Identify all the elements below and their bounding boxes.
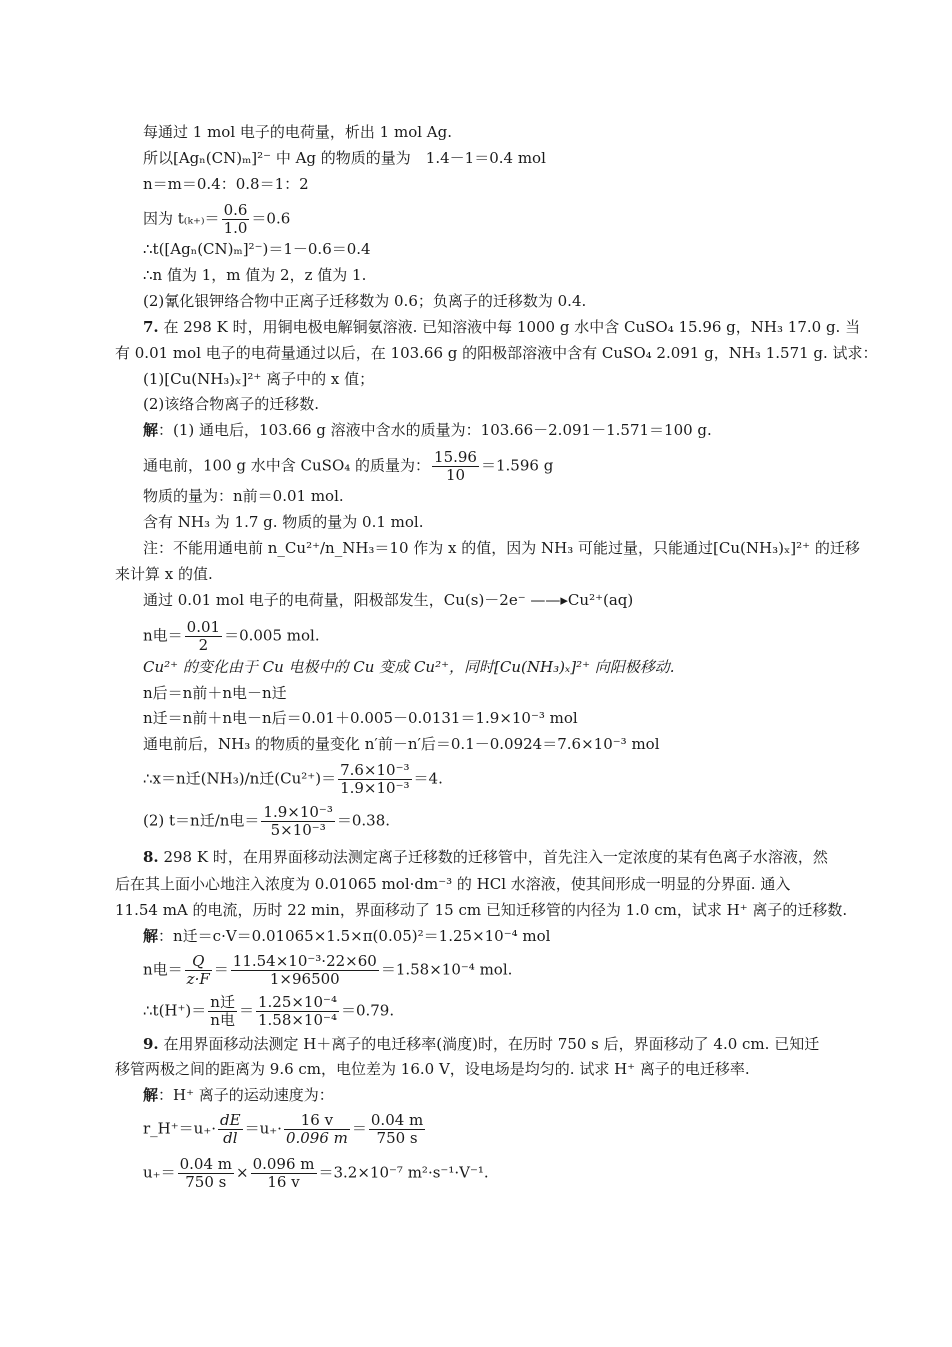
equation-text: ∴t(H⁺)＝	[143, 1001, 207, 1020]
fraction	[432, 450, 479, 483]
fraction-numerator: 0.01	[186, 618, 221, 636]
fraction-numerator: 1.9×10⁻³	[263, 803, 333, 821]
question-line: 移管两极之间的距离为 9.6 cm，电位差为 16.0 V，设电场是均匀的. 试求 H⁺ 离子的电迁移率.	[115, 1060, 750, 1078]
equation-text: ＝1.596 g	[480, 456, 554, 475]
equation-text: ＝3.2×10⁻⁷ m²·s⁻¹·V⁻¹.	[318, 1163, 489, 1182]
fraction	[185, 620, 222, 653]
fraction-denominator: 2	[198, 636, 209, 654]
equation-text: ∴x＝n迁(NH₃)/n迁(Cu²⁺)＝	[143, 769, 337, 788]
equation-text: r_H⁺＝u₊·	[143, 1119, 217, 1138]
fraction	[185, 954, 212, 987]
solution-label: 解	[143, 1086, 159, 1104]
solution-text: ：n迁＝c·V＝0.01065×1.5×π(0.05)²＝1.25×10⁻⁴ mol	[158, 927, 551, 945]
solution-label: 解	[143, 421, 159, 439]
equation-text: ＝1.58×10⁻⁴ mol.	[380, 960, 513, 979]
question-line: 有 0.01 mol 电子的电荷量通过以后，在 103.66 g 的阳极部溶液中含有 CuSO₄ 2.091 g，NH₃ 1.571 g. 试求：	[115, 344, 878, 362]
equation-line	[143, 203, 290, 236]
equation-line	[143, 763, 443, 796]
fraction	[261, 805, 334, 838]
text-line: ∴n 值为 1，m 值为 2，z 值为 1.	[143, 266, 367, 284]
fraction-numerator: 0.04 m	[179, 1155, 232, 1173]
question-line: 后在其上面小心地注入浓度为 0.01065 mol·dm⁻³ 的 HCl 水溶液，使其间形成一明显的分界面. 通入	[115, 875, 791, 893]
solution-label: 解	[143, 927, 159, 945]
text-line: 所以[Agₙ(CN)ₘ]²⁻ 中 Ag 的物质的量为 1.4－1＝0.4 mol	[143, 149, 546, 167]
text-line: 通电前后，NH₃ 的物质的量变化 n′前－n′后＝0.1－0.0924＝7.6×10⁻³ mol	[143, 735, 660, 753]
equation-line	[143, 1157, 489, 1190]
text-line: 每通过 1 mol 电子的电荷量，析出 1 mol Ag.	[143, 123, 453, 141]
question-line: 11.54 mA 的电流，历时 22 min，界面移动了 15 cm 已知迁移管的内径为 1.0 cm，试求 H⁺ 离子的迁移数.	[115, 901, 848, 919]
fraction-denominator: z·F	[186, 970, 210, 988]
equation-text: 通电前，100 g 水中含 CuSO₄ 的质量为：	[143, 456, 431, 475]
fraction-denominator: 1×96500	[269, 970, 340, 988]
equation-text: u₊＝	[143, 1163, 176, 1182]
equation-line	[143, 805, 390, 838]
equation-text: ＝4.	[413, 769, 443, 788]
fraction-numerator: 0.096 m	[252, 1155, 315, 1173]
fraction-numerator: 11.54×10⁻³·22×60	[232, 952, 377, 970]
fraction-numerator: 0.6	[223, 201, 248, 219]
text-line: 注：不能用通电前 n_Cu²⁺/n_NH₃＝10 作为 x 的值，因为 NH₃ 可能过量，只能通过[Cu(NH₃)ₓ]²⁺ 的迁移	[143, 539, 860, 557]
fraction-denominator: dl	[223, 1129, 238, 1147]
fraction	[251, 1157, 317, 1190]
equation-line	[143, 450, 553, 483]
text-line: 通过 0.01 mol 电子的电荷量，阳极部发生，Cu(s)－2e⁻ ——▸Cu²⁺(aq)	[143, 591, 634, 609]
equation-text: n电＝	[143, 626, 183, 645]
fraction-denominator: 1.58×10⁻⁴	[257, 1011, 337, 1029]
solution-text: ：(1) 通电后，103.66 g 溶液中含水的质量为：103.66－2.091－1.571＝100 g.	[158, 421, 712, 439]
equation-line	[143, 620, 320, 653]
equation-text: ×	[235, 1163, 249, 1182]
equation-text: 因为 t₍ₖ₊₎＝	[143, 209, 220, 228]
equation-text: ＝0.6	[251, 209, 291, 228]
question-line	[143, 850, 828, 865]
question-text: 在 298 K 时，用铜电极电解铜氨溶液. 已知溶液中每 1000 g 水中含 CuSO₄ 15.96 g，NH₃ 17.0 g. 当	[163, 318, 861, 336]
equation-text: ＝u₊·	[244, 1119, 282, 1138]
fraction-numerator: Q	[185, 954, 212, 971]
equation-text: ＝	[238, 1001, 254, 1020]
equation-text: ＝0.005 mol.	[224, 626, 320, 645]
fraction-numerator: 0.04 m	[370, 1111, 424, 1129]
question-text: 298 K 时，在用界面移动法测定离子迁移数的迁移管中，首先注入一定浓度的某有色离子水溶液，然	[163, 848, 828, 866]
fraction	[178, 1157, 234, 1190]
fraction	[231, 954, 379, 987]
text-line: n后＝n前＋n电－n迁	[143, 684, 287, 702]
fraction-denominator: 750 s	[376, 1129, 418, 1147]
equation-line	[143, 995, 394, 1028]
text-line: ∴t([Agₙ(CN)ₘ]²⁻)＝1－0.6＝0.4	[143, 240, 371, 258]
fraction-numerator: 16 v	[284, 1113, 350, 1130]
solution-line	[143, 423, 712, 438]
question-text: 在用界面移动法测定 H＋离子的电迁移率(淌度)时，在历时 750 s 后，界面移动了 4.0 cm. 已知迁	[163, 1035, 820, 1053]
fraction	[338, 763, 411, 796]
equation-line	[143, 954, 512, 987]
equation-text: ＝0.79.	[340, 1001, 395, 1020]
fraction-numerator: 1.25×10⁻⁴	[257, 993, 337, 1011]
solution-line	[143, 929, 550, 944]
fraction-denominator: 16 v	[267, 1173, 300, 1191]
fraction-denominator: 1.0	[223, 219, 248, 237]
text-line: 物质的量为：n前＝0.01 mol.	[143, 487, 344, 505]
question-line	[143, 1037, 819, 1052]
fraction-denominator: n电	[210, 1011, 235, 1029]
text-line: Cu²⁺ 的变化由于 Cu 电极中的 Cu 变成 Cu²⁺，同时[Cu(NH₃)ₓ]²⁺ 向阳极移动.	[143, 658, 675, 676]
text-line: 含有 NH₃ 为 1.7 g. 物质的量为 0.1 mol.	[143, 513, 424, 531]
question-number: 9.	[143, 1035, 159, 1053]
fraction-denominator: 10	[445, 466, 466, 484]
text-line: (2)该络合物离子的迁移数.	[143, 395, 320, 413]
equation-text: (2) t＝n迁/n电＝	[143, 811, 260, 830]
fraction-numerator: 15.96	[434, 448, 477, 466]
question-number: 7.	[143, 318, 159, 336]
fraction-denominator: 0.096 m	[285, 1129, 348, 1147]
solution-text: ：H⁺ 离子的运动速度为：	[158, 1086, 334, 1104]
equation-line	[143, 1113, 427, 1146]
fraction-denominator: 1.9×10⁻³	[340, 779, 410, 797]
equation-text: ＝0.38.	[336, 811, 391, 830]
fraction	[218, 1113, 243, 1146]
fraction-numerator: n迁	[210, 993, 235, 1011]
fraction	[222, 203, 250, 236]
equation-text: ＝	[213, 960, 229, 979]
text-line: (1)[Cu(NH₃)ₓ]²⁺ 离子中的 x 值；	[143, 370, 375, 388]
fraction	[369, 1113, 425, 1146]
text-line: n＝m＝0.4：0.8＝1：2	[143, 175, 309, 193]
text-line: 来计算 x 的值.	[115, 565, 213, 583]
solution-line	[143, 1088, 334, 1103]
fraction-numerator: dE	[220, 1111, 241, 1129]
fraction	[208, 995, 237, 1028]
fraction-denominator: 5×10⁻³	[270, 821, 326, 839]
equation-text: ＝	[351, 1119, 367, 1138]
question-number: 8.	[143, 848, 159, 866]
text-line: n迁＝n前＋n电－n后＝0.01＋0.005－0.0131＝1.9×10⁻³ mol	[143, 709, 578, 727]
fraction	[284, 1113, 350, 1146]
fraction-numerator: 7.6×10⁻³	[340, 761, 410, 779]
equation-text: n电＝	[143, 960, 183, 979]
fraction	[256, 995, 339, 1028]
text-line: (2)氰化银钾络合物中正离子迁移数为 0.6；负离子的迁移数为 0.4.	[143, 292, 587, 310]
question-line	[143, 320, 860, 335]
fraction-denominator: 750 s	[185, 1173, 227, 1191]
